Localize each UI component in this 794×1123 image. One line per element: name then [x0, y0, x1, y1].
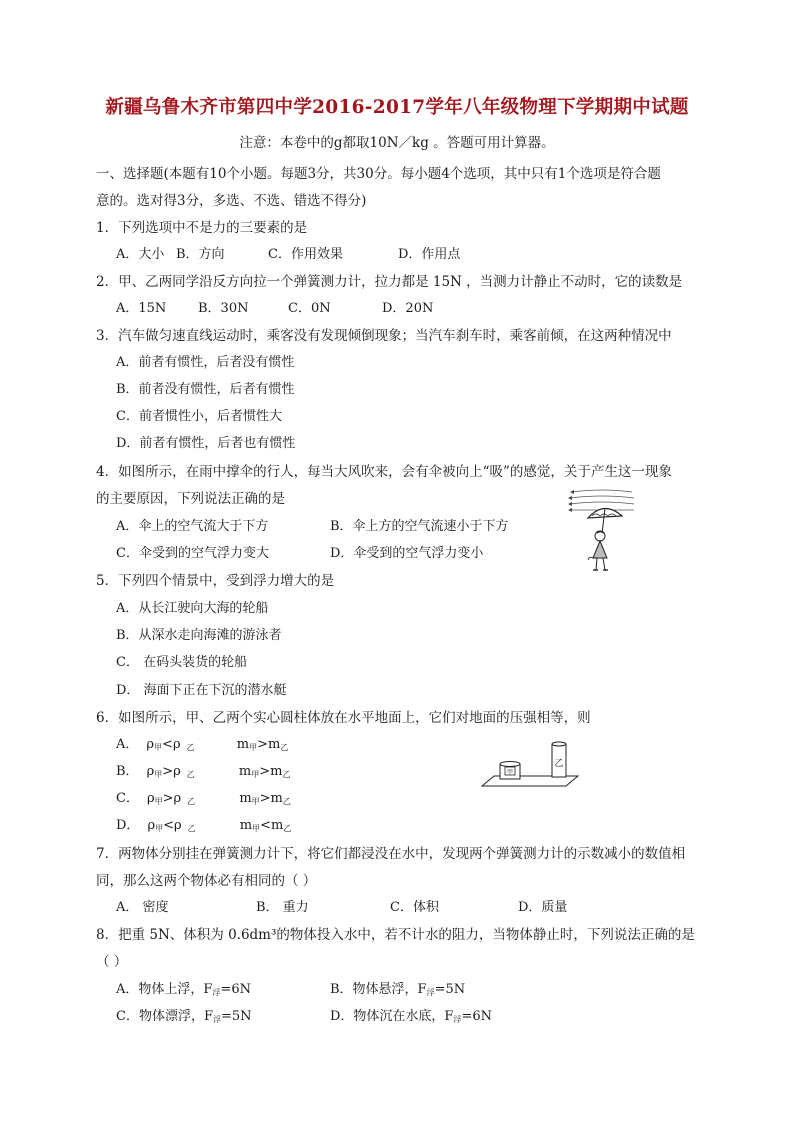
q8-option-c: C．物体漂浮，$F_浮=5N$: [116, 1009, 252, 1024]
q4-option-d: D．伞受到的空气浮力变小: [330, 546, 484, 561]
q2-option-c: C．0N: [288, 301, 331, 316]
wind-arrow-icon: [568, 496, 572, 500]
wind-streamline: [570, 496, 634, 498]
q7-stem-line2: 同，那么这两个物体必有相同的（ ）: [96, 873, 317, 889]
q4-stem-line1: 4．如图所示，在雨中撑伞的行人，每当大风吹来，会有伞被向上“吸”的感觉，关于产生这一现象: [96, 464, 672, 480]
q5-option-d: D． 海面下正在下沉的潜水艇: [116, 683, 287, 698]
q1-stem: 1．下列选项中不是力的三要素的是: [96, 220, 308, 236]
exam-note: 注意：本卷中的g都取10N／kg 。答题可用计算器。: [239, 135, 555, 151]
q4-option-b: B．伞上方的空气流速小于下方: [330, 519, 509, 534]
q7-option-a: A． 密度: [116, 900, 169, 915]
q5-option-c: C． 在码头装货的轮船: [116, 655, 248, 670]
wind-arrow-icon: [568, 502, 572, 506]
q3-stem: 3．汽车做匀速直线运动时，乘客没有发现倾倒现象；当汽车刹车时，乘客前倾，在这两种情况中: [96, 328, 672, 344]
q3-option-a: A．前者有惯性，后者没有惯性: [116, 355, 295, 370]
q2-option-a: A．15N: [116, 301, 167, 316]
q4-stem-line2: 的主要原因，下列说法正确的是: [96, 491, 285, 507]
q7-stem-line1: 7．两物体分别挂在弹簧测力计下，将它们都浸没在水中，发现两个弹簧测力计的示数减小的数值相: [96, 846, 686, 862]
q1-option-c: C．作用效果: [268, 247, 343, 262]
q1-option-a: A．大小: [116, 247, 165, 262]
label-jia: 甲: [506, 769, 514, 776]
q6-option-c: C． $\rho_甲>\rho$ $_乙$ $m_甲>m_乙$: [116, 791, 291, 806]
q1-option-d: D．作用点: [398, 247, 461, 262]
q8-stem-line1: 8．把重 5N、体积为 0.6dm³的物体投入水中，若不计水的阻力，当物体静止时，下列说法正确的是: [96, 927, 695, 943]
q3-option-b: B．前者没有惯性，后者有惯性: [116, 382, 295, 397]
q6-stem: 6．如图所示，甲、乙两个实心圆柱体放在水平地面上，它们对地面的压强相等，则: [96, 710, 591, 726]
q7-option-c: C．体积: [390, 900, 439, 915]
q8-option-d: D．物体沉在水底，$F_浮=6N$: [330, 1009, 492, 1024]
section-heading-line2: 意的。选对得3分，多选、不选、错选不得分): [96, 193, 367, 209]
q5-option-b: B．从深水走向海滩的游泳者: [116, 628, 282, 643]
q4-option-c: C．伞受到的空气浮力变大: [116, 546, 269, 561]
q5-stem: 5．下列四个情景中，受到浮力增大的是: [96, 573, 335, 589]
person-dress-icon: [593, 541, 607, 558]
q7-option-b: B． 重力: [256, 900, 309, 915]
q2-stem: 2．甲、乙两同学沿反方向拉一个弹簧测力计，拉力都是 15N ，当测力计静止不动时，它的读数是: [96, 274, 683, 290]
wind-arrow-icon: [568, 508, 572, 512]
q7-option-d: D．质量: [518, 900, 568, 915]
umbrella-wind-figure: [566, 486, 638, 578]
exam-title: 新疆乌鲁木齐市第四中学2016-2017学年八年级物理下学期期中试题: [105, 97, 689, 118]
wind-arrow-icon: [570, 490, 574, 494]
q3-option-c: C．前者惯性小，后者惯性大: [116, 409, 282, 424]
q8-stem-line2: （ ）: [96, 954, 128, 970]
wind-streamline: [570, 502, 634, 504]
q6-option-a: A． $\rho_甲<\rho$ $_乙$ $m_甲>m_乙$: [116, 737, 289, 752]
wind-streamline: [572, 490, 632, 492]
q5-option-a: A．从长江驶向大海的轮船: [116, 601, 269, 616]
q1-option-b: B．方向: [176, 247, 225, 262]
label-yi: 乙: [554, 759, 564, 769]
q8-option-b: B．物体悬浮，$F_浮=5N$: [330, 982, 466, 997]
q6-option-d: D． $\rho_甲<\rho$ $_乙$ $m_甲<m_乙$: [116, 818, 292, 833]
q3-option-d: D．前者有惯性，后者也有惯性: [116, 436, 296, 451]
q2-option-d: D．20N: [382, 301, 434, 316]
q8-option-a: A．物体上浮，$F_浮=6N$: [116, 982, 251, 997]
section-heading-line1: 一、选择题(本题有10个小题。每题3分，共30分。每小题4个选项，其中只有1个选项是符合题: [96, 166, 661, 182]
q4-option-a: A．伞上的空气流大于下方: [116, 519, 269, 534]
cylinders-figure: [480, 738, 590, 790]
q6-option-b: B． $\rho_甲>\rho$ $_乙$ $m_甲>m_乙$: [116, 764, 291, 779]
q2-option-b: B．30N: [198, 301, 249, 316]
